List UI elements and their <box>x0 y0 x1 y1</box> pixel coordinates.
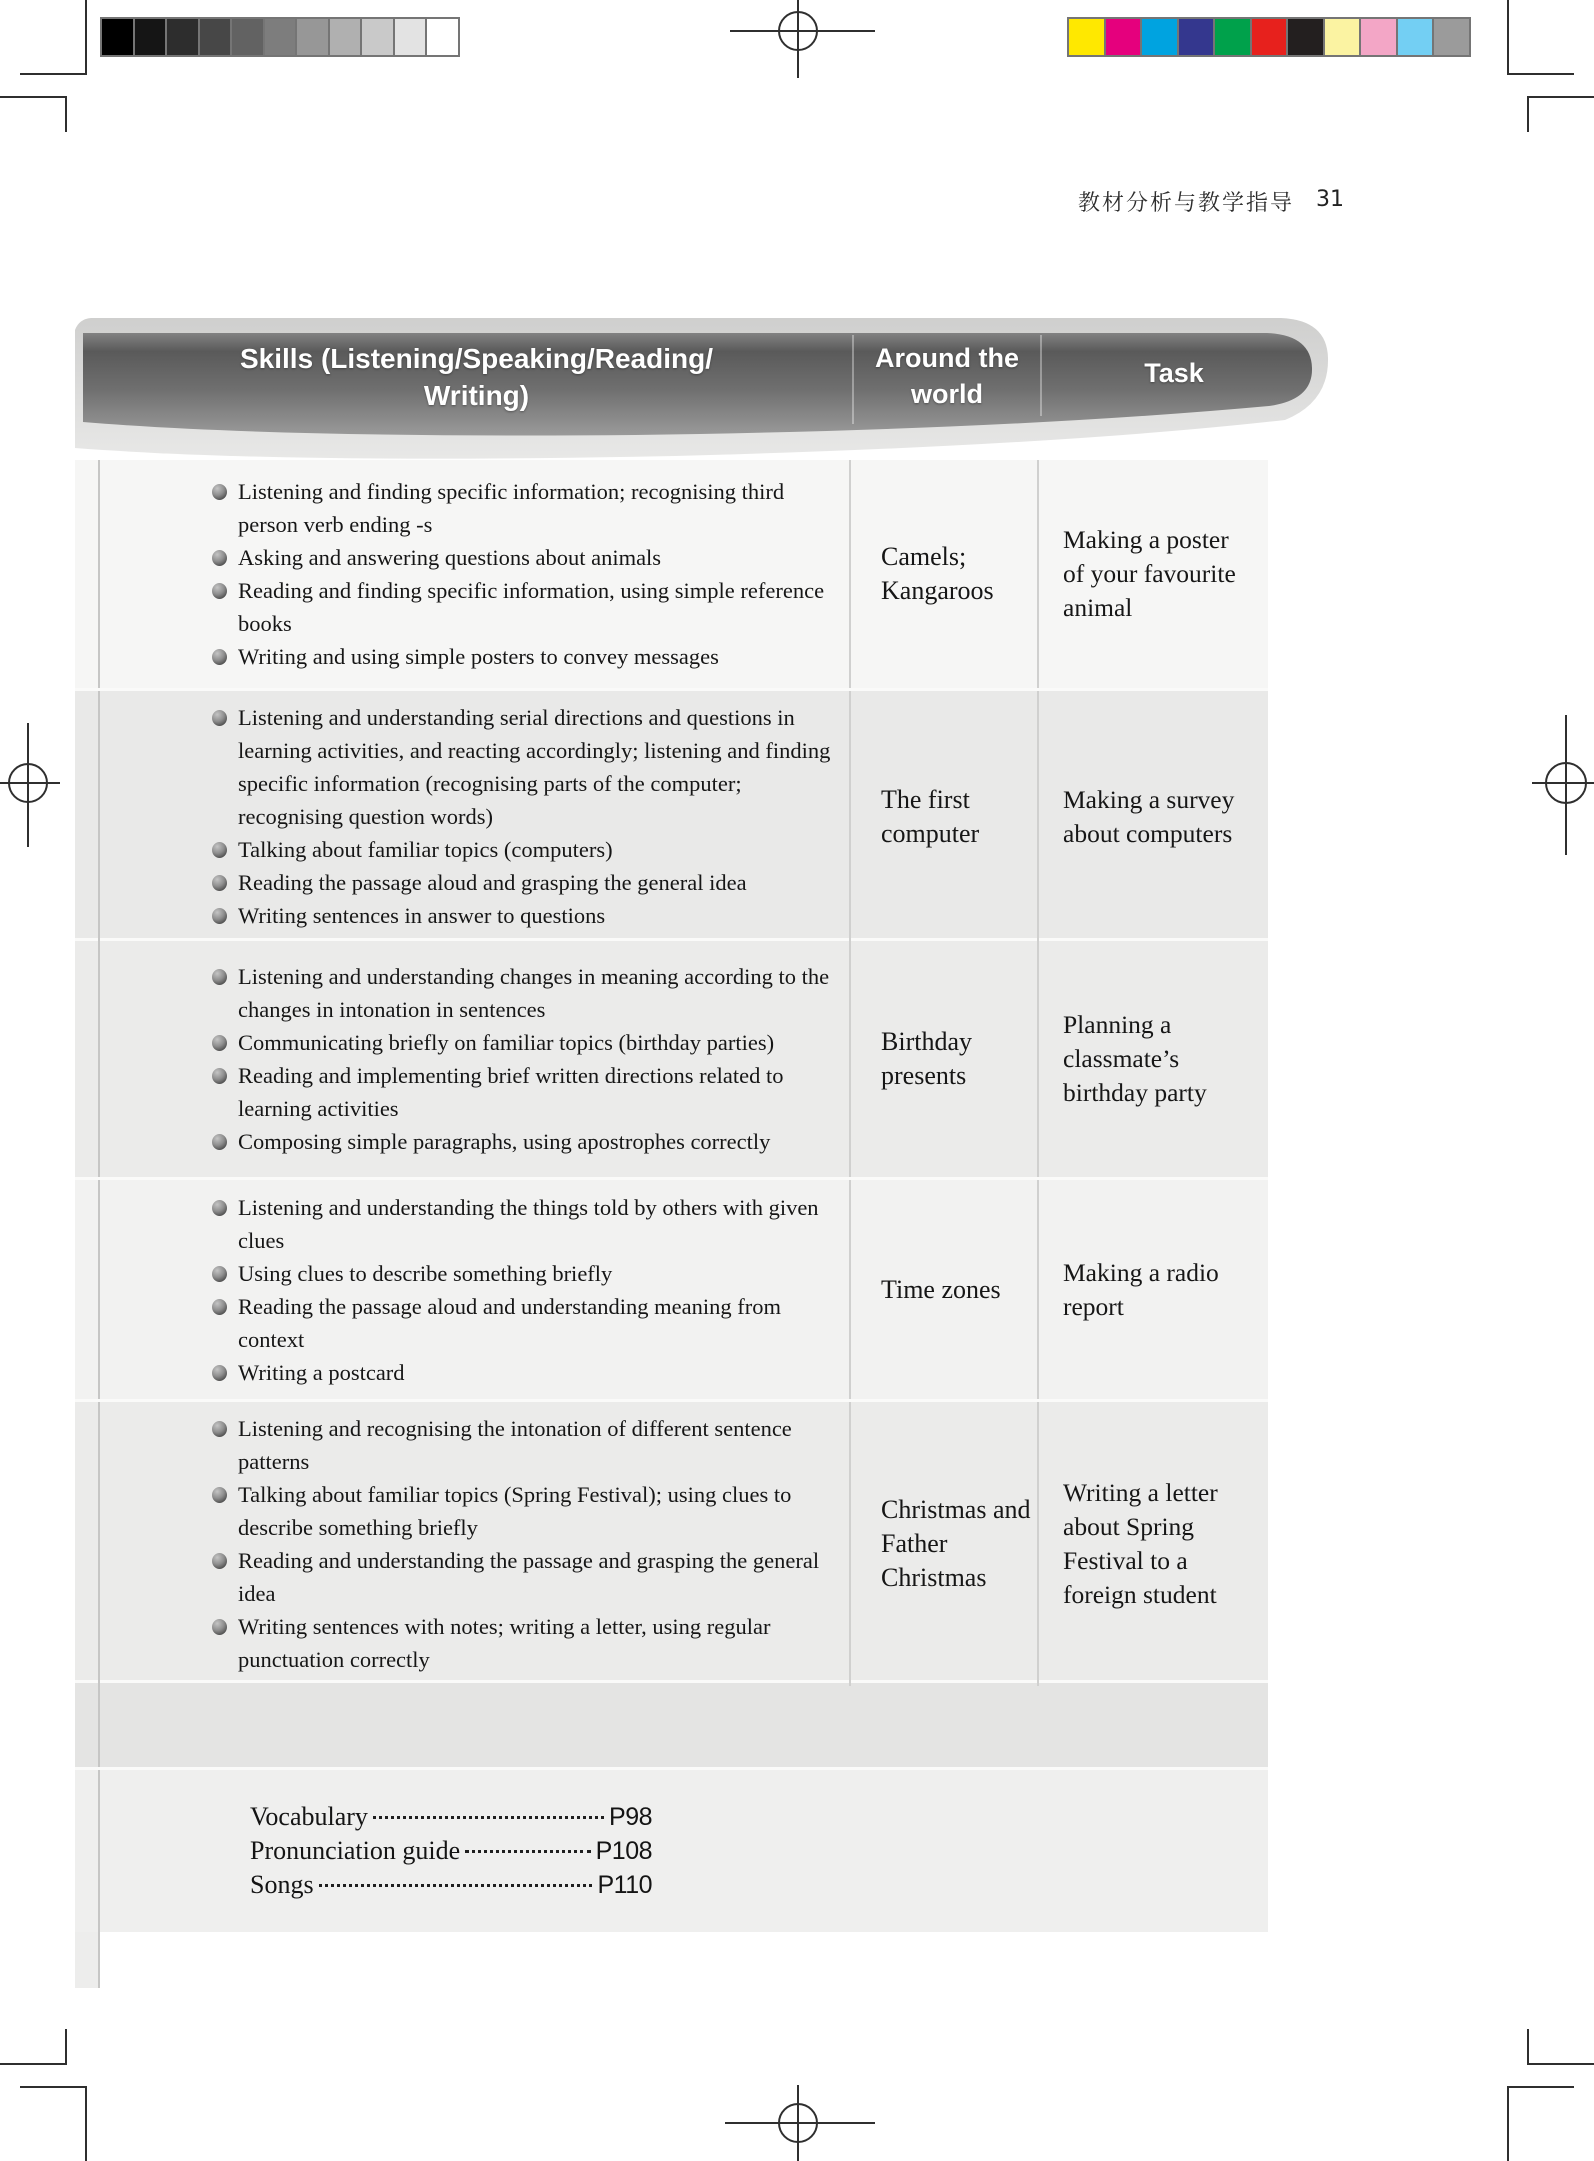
skill-item: Reading the passage aloud and understanding meaning from context <box>212 1290 845 1356</box>
skills-cell <box>100 941 851 1177</box>
calibration-swatch <box>1179 19 1214 55</box>
task-text: Making a radio report <box>1063 1257 1219 1321</box>
calibration-swatch <box>135 19 166 55</box>
around-the-world-cell <box>851 691 1039 942</box>
skills-cell <box>100 460 851 688</box>
skill-item: Composing simple paragraphs, using apostrophes correctly <box>212 1125 845 1158</box>
calibration-swatch <box>1434 19 1469 55</box>
task-text: Writing a letter about Spring Festival to a foreign student <box>1063 1478 1218 1609</box>
gutter-cell <box>75 1402 100 1686</box>
skill-item: Asking and answering questions about animals <box>212 541 845 574</box>
calibration-swatch <box>102 19 133 55</box>
around-the-world-text: Camels; Kangaroos <box>881 542 994 605</box>
skill-item: Reading and implementing brief written directions related to learning activities <box>212 1059 845 1125</box>
skill-item: Listening and understanding the things told by others with given clues <box>212 1191 845 1257</box>
skill-item: Listening and finding specific information; recognising third person verb ending -s <box>212 475 845 541</box>
table-row <box>75 1399 1268 1680</box>
skill-item: Writing a postcard <box>212 1356 845 1389</box>
calibration-swatch <box>200 19 231 55</box>
running-head: 教材分析与教学指导 <box>1078 191 1295 216</box>
column-header-skills: Skills (Listening/Speaking/Reading/ Writing) <box>240 343 713 411</box>
dot-leader <box>465 1850 590 1853</box>
calibration-swatch <box>1106 19 1141 55</box>
column-header-task: Task <box>1144 358 1204 388</box>
skill-item: Talking about familiar topics (computers) <box>212 833 845 866</box>
skill-item: Communicating briefly on familiar topics (birthday parties) <box>212 1026 845 1059</box>
calibration-swatch <box>1361 19 1396 55</box>
gutter-cell <box>75 941 100 1177</box>
crosshair-registration-mark-right <box>1494 715 1594 855</box>
task-text: Making a survey about computers <box>1063 784 1235 848</box>
skills-cell <box>100 1180 851 1399</box>
around-the-world-text: Time zones <box>881 1274 1001 1304</box>
skills-cell <box>100 691 851 942</box>
skill-item: Writing sentences in answer to questions <box>212 899 845 932</box>
skill-item: Listening and recognising the intonation of different sentence patterns <box>212 1412 845 1478</box>
skills-list <box>212 960 845 1158</box>
around-the-world-text: Christmas and Father Christmas <box>881 1495 1031 1592</box>
appendix-page-ref: P108 <box>595 1837 652 1865</box>
calibration-swatch <box>1288 19 1323 55</box>
column-header-around-the-world: Around the world <box>875 343 1019 409</box>
appendix-page-ref: P98 <box>609 1803 652 1831</box>
skill-item: Using clues to describe something briefly <box>212 1257 845 1290</box>
appendix-row <box>75 1767 1268 1932</box>
calibration-swatch <box>265 19 296 55</box>
task-text: Making a poster of your favourite animal <box>1063 525 1236 622</box>
task-cell <box>1039 1402 1268 1686</box>
calibration-swatch <box>330 19 361 55</box>
curriculum-table <box>75 318 1330 1932</box>
gutter-cell <box>75 691 100 942</box>
page-number: 31 <box>1316 187 1344 212</box>
around-the-world-cell <box>851 1402 1039 1686</box>
calibration-swatch <box>232 19 263 55</box>
gutter-cell <box>75 1770 100 1932</box>
color-calibration-bar <box>1067 17 1471 57</box>
table-body <box>75 460 1268 1680</box>
crosshair-registration-mark-top <box>720 0 880 80</box>
around-the-world-cell <box>851 460 1039 688</box>
calibration-swatch <box>1142 19 1177 55</box>
appendix-item <box>250 1868 652 1902</box>
calibration-swatch <box>427 19 458 55</box>
skills-list <box>212 1191 845 1389</box>
table-row <box>75 1177 1268 1399</box>
around-the-world-text: The first computer <box>881 784 980 848</box>
task-cell <box>1039 1180 1268 1399</box>
calibration-swatch <box>1069 19 1104 55</box>
skills-cell <box>100 1402 851 1686</box>
skills-list <box>212 1412 845 1676</box>
crosshair-registration-mark-bottom <box>720 2085 880 2161</box>
gutter-cell <box>75 1180 100 1399</box>
skills-list <box>212 701 845 932</box>
skill-item: Listening and understanding changes in meaning according to the changes in intonation in sentences <box>212 960 845 1026</box>
appendix-list <box>100 1770 1268 1932</box>
appendix-label: Vocabulary <box>250 1802 368 1831</box>
appendix-page-ref: P110 <box>597 1871 652 1899</box>
table-row <box>75 938 1268 1177</box>
skills-list <box>212 475 845 673</box>
calibration-swatch <box>1252 19 1287 55</box>
calibration-swatch <box>1398 19 1433 55</box>
skill-item: Writing and using simple posters to convey messages <box>212 640 845 673</box>
calibration-swatch <box>1215 19 1250 55</box>
calibration-swatch <box>297 19 328 55</box>
table-row <box>75 460 1268 688</box>
around-the-world-text: Birthday presents <box>881 1027 972 1090</box>
calibration-swatch <box>362 19 393 55</box>
skill-item: Reading and understanding the passage and grasping the general idea <box>212 1544 845 1610</box>
skill-item: Listening and understanding serial directions and questions in learning activities, and reacting accordingly; listening and finding specific information (recognising parts of the computer; recognising question words) <box>212 701 845 833</box>
gutter-tail <box>75 1932 100 1988</box>
task-text: Planning a classmate’s birthday party <box>1063 1010 1207 1107</box>
skill-item: Reading and finding specific information, using simple reference books <box>212 574 845 640</box>
appendix-item <box>250 1834 652 1868</box>
grayscale-calibration-bar <box>100 17 460 57</box>
calibration-swatch <box>395 19 426 55</box>
gutter-cell <box>75 460 100 688</box>
table-spacer-row <box>75 1680 1268 1767</box>
around-the-world-cell <box>851 1180 1039 1399</box>
dot-leader <box>319 1884 593 1887</box>
appendix-item <box>250 1800 652 1834</box>
task-cell <box>1039 941 1268 1177</box>
appendix-label: Songs <box>250 1870 314 1899</box>
appendix-label: Pronunciation guide <box>250 1836 461 1865</box>
dot-leader <box>373 1816 604 1819</box>
skill-item: Talking about familiar topics (Spring Festival); using clues to describe something briefly <box>212 1478 845 1544</box>
table-row <box>75 688 1268 938</box>
calibration-swatch <box>167 19 198 55</box>
skill-item: Reading the passage aloud and grasping the general idea <box>212 866 845 899</box>
skill-item: Writing sentences with notes; writing a letter, using regular punctuation correctly <box>212 1610 845 1676</box>
gutter-cell <box>75 1683 100 1767</box>
calibration-swatch <box>1325 19 1360 55</box>
task-cell <box>1039 691 1268 942</box>
around-the-world-cell <box>851 941 1039 1177</box>
task-cell <box>1039 460 1268 688</box>
